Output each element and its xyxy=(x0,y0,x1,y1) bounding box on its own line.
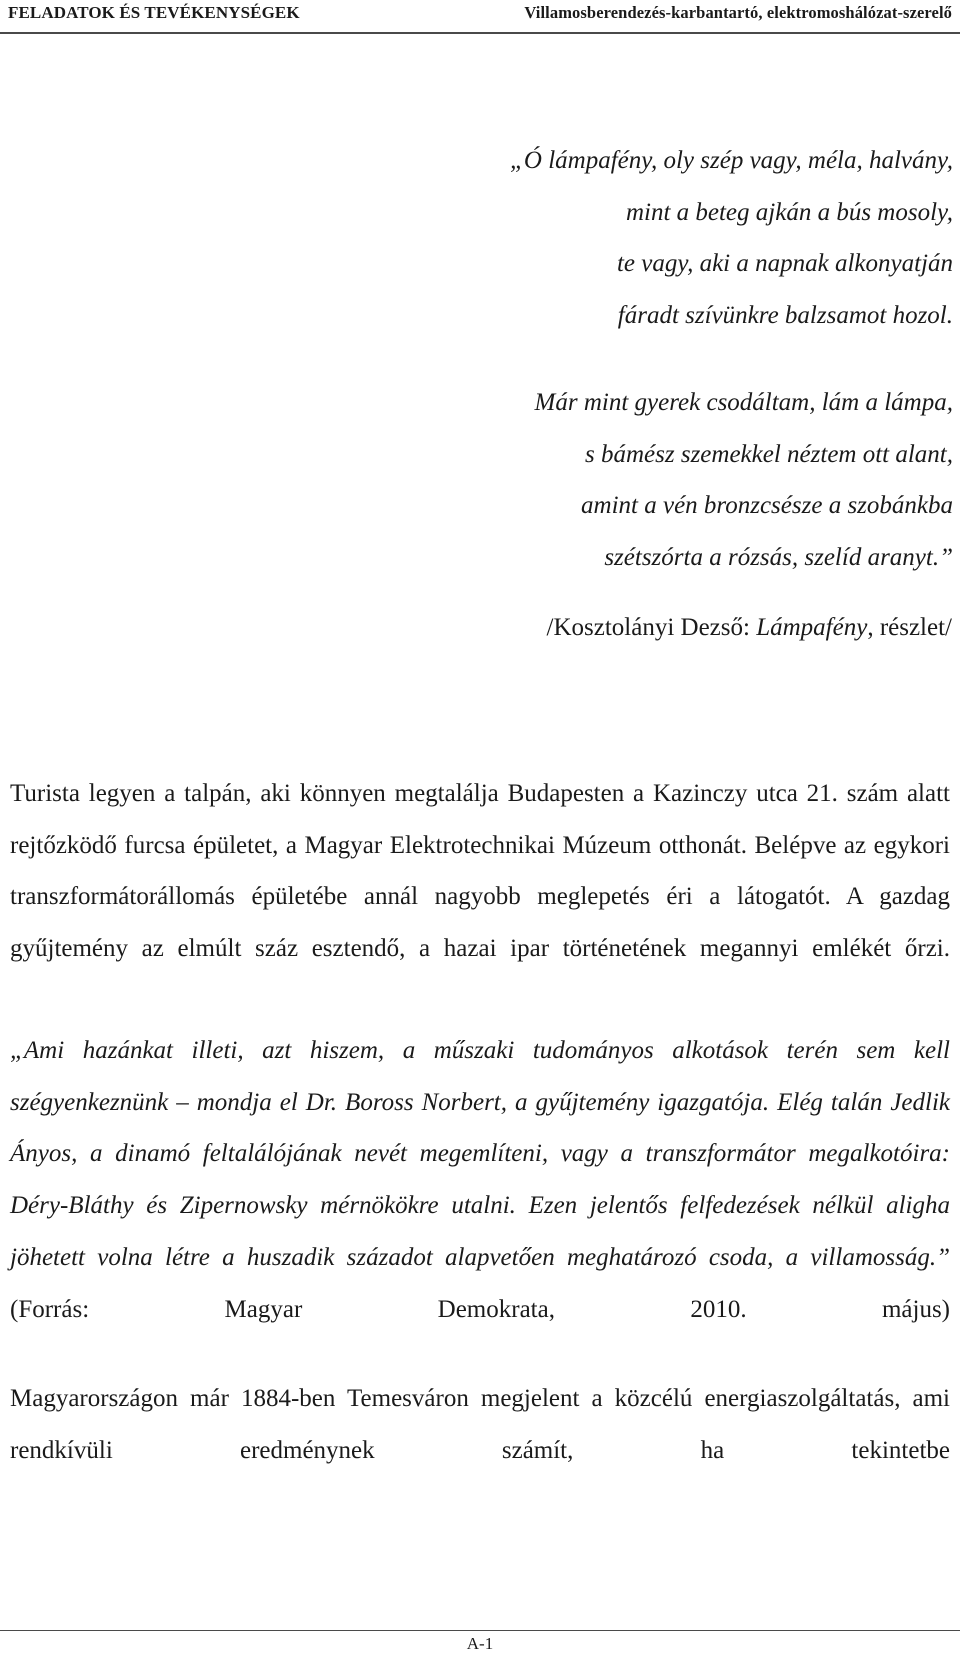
attribution-author: /Kosztolányi Dezső: xyxy=(546,614,757,641)
poem-line: amint a vén bronzcsésze a szobánkba xyxy=(581,492,953,520)
page-number: A-1 xyxy=(466,1634,494,1653)
poem-stanza-2 xyxy=(253,377,953,584)
header-section-title: FELADATOK ÉS TEVÉKENYSÉGEK xyxy=(8,3,300,22)
poem-excerpt xyxy=(253,135,953,584)
attribution-work-title: Lámpafény xyxy=(756,614,868,641)
poem-line: fáradt szívünkre balzsamot hozol. xyxy=(617,302,953,330)
poem-attribution xyxy=(252,612,952,644)
poem-line: s bámész szemekkel néztem ott alant, xyxy=(585,440,953,468)
header-profession-title: Villamosberendezés-karbantartó, elektromoshálózat-szerelő xyxy=(524,3,952,22)
quote-paragraph xyxy=(10,1025,950,1387)
poem-line: „Ó lámpafény, oly szép vagy, méla, halvány, xyxy=(510,147,953,174)
attribution-suffix: , részlet/ xyxy=(867,614,952,641)
intro-paragraph: Turista legyen a talpán, aki könnyen megtalálja Budapesten a Kazinczy utca 21. szám alatt rejtőzködő furcsa épületet, a Magyar Elektrotechnikai Múzeum otthonát. Belépve az egykori transzformátorállomás épületébe annál nagyobb meglepetés éri a látogatót. A gazdag gyűjtemény az elmúlt száz esztendő, a hazai ipar történetének megannyi emlékét őrzi. xyxy=(10,780,950,963)
history-paragraph: Magyarországon már 1884-ben Temesváron megjelent a közcélú energiaszolgáltatás, ami rendkívüli eredménynek számít, ha tekintetbe xyxy=(10,1385,950,1464)
poem-line: te vagy, aki a napnak alkonyatján xyxy=(616,250,953,278)
poem-line: szétszórta a rózsás, szelíd aranyt.” xyxy=(604,543,953,571)
footer-divider xyxy=(0,1630,960,1631)
quote-text: „Ami hazánkat illeti, azt hiszem, a műszaki tudományos alkotások terén sem kell szégyenkeznünk – mondja el Dr. Boross Norbert, a gyűjtemény igazgatója. Elég talán Jedlik Ányos, a dinamó feltalálójának nevét megemlíteni, vagy a transzformátor megalkotóira: Déry-Bláthy és Zipernowsky mérnökökre utalni. Ezen jelentős felfedezések nélkül aligha jöhetett volna létre a huszadik századot alapvetően meghatározó csoda, a villamosság.” xyxy=(10,1037,950,1271)
poem-line: mint a beteg ajkán a bús mosoly, xyxy=(625,198,953,226)
poem-stanza-1 xyxy=(253,135,953,342)
quote-source: (Forrás: Magyar Demokrata, 2010. május) xyxy=(10,1295,950,1323)
poem-line: Már mint gyerek csodáltam, lám a lámpa, xyxy=(534,388,953,416)
header-divider xyxy=(0,32,960,34)
